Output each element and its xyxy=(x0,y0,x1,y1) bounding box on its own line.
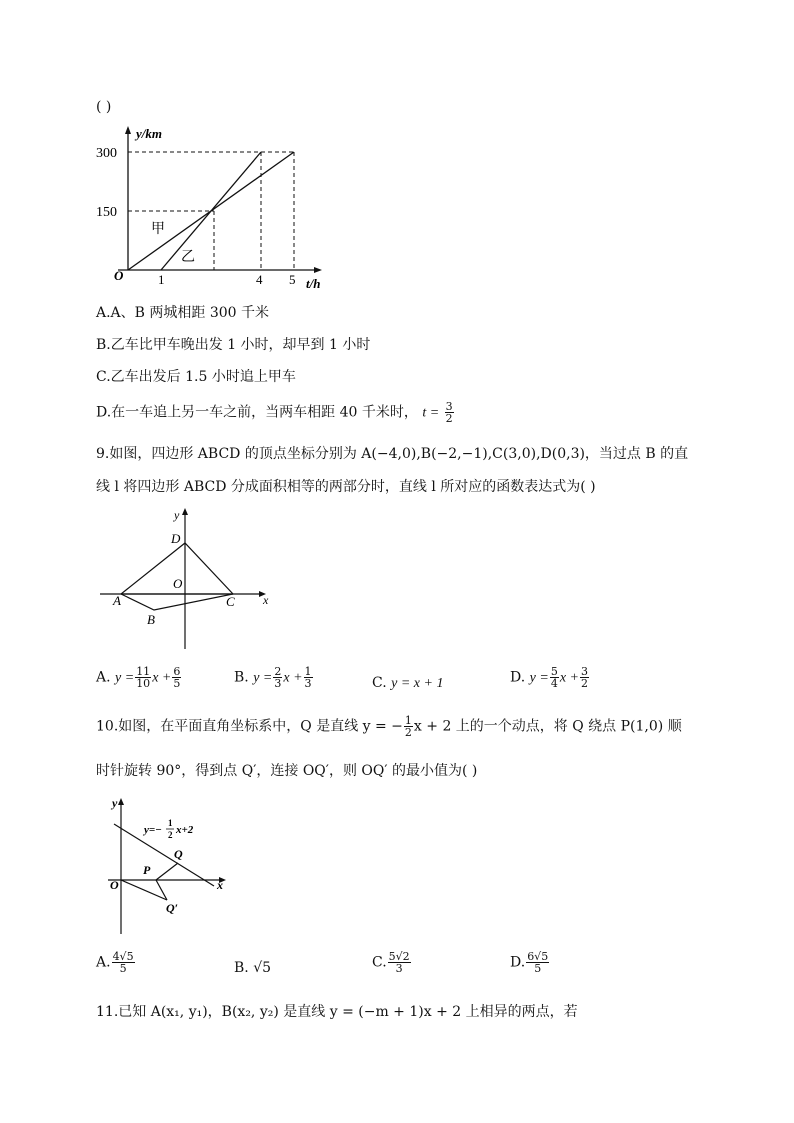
q8-option-b: B.乙车比甲车晚出发 1 小时，却早到 1 小时 xyxy=(96,337,371,353)
q9-stem-line2: 线 l 将四边形 ABCD 分成面积相等的两部分时，直线 l 所对应的函数表达式为( ) xyxy=(96,479,596,495)
q8-option-d xyxy=(96,401,455,424)
q10-eq-part-b: x+2 xyxy=(176,824,194,836)
q8-tick-4: 4 xyxy=(256,272,263,287)
q8-x-axis-label: t/h xyxy=(306,276,321,291)
q10-label-p: P xyxy=(143,863,151,877)
q8-answer-paren: ( ) xyxy=(96,99,112,115)
q9-option-a: A. y = $\frac{11}{10}$ x + $\frac{6}{5}$ xyxy=(96,665,181,690)
q10-segment-oq2 xyxy=(121,880,167,900)
q8-option-c: C.乙车出发后 1.5 小时追上甲车 xyxy=(96,369,296,385)
q8-distance-time-graph xyxy=(96,122,338,298)
q10-label-q: Q xyxy=(174,847,183,861)
q10-option-b: B. √5 xyxy=(234,960,272,976)
q9-quadrilateral-graph xyxy=(96,504,282,652)
q9-stem-line1: 9.如图，四边形 ABCD 的顶点坐标分别为 A(−4,0),B(−2,−1),C(3,0),D(0,3)，当过点 B 的直 xyxy=(96,446,689,462)
q10-label-y: y xyxy=(112,796,118,810)
q10-line-graph xyxy=(114,824,214,886)
q8-tick-1: 1 xyxy=(158,272,165,287)
q9-y-arrow xyxy=(182,508,188,515)
q8-x-arrow xyxy=(314,267,322,273)
q8-label-jia: 甲 xyxy=(151,222,165,237)
q10-eq-num: 1 xyxy=(168,818,173,828)
q10-label-o: O xyxy=(110,878,119,892)
q8-tick-5: 5 xyxy=(289,272,296,287)
q9-label-o: O xyxy=(173,576,183,591)
q9-option-c: C. y = x + 1 xyxy=(372,675,444,691)
q9-label-b: B xyxy=(147,612,155,627)
q10-option-d: D. $\frac{6√5}{5}$ xyxy=(510,950,549,975)
q8-tick-300: 300 xyxy=(96,146,117,161)
q10-eq-den: 2 xyxy=(168,830,173,840)
q10-y-arrow xyxy=(118,798,124,805)
q10-label-q-prime: Q′ xyxy=(166,901,179,915)
q10-stem-line2: 时针旋转 90°，得到点 Q′，连接 OQ′，则 OQ′ 的最小值为( ) xyxy=(96,763,478,779)
q8-option-d-text: D.在一车追上另一车之前，当两车相距 40 千米时， xyxy=(96,404,418,421)
q10-rotation-graph xyxy=(100,792,240,938)
q9-label-d: D xyxy=(171,531,181,546)
q8-option-d-fraction: $\frac{3}{2}$ xyxy=(445,400,453,425)
q9-option-b: B. y = $\frac{2}{3}$ x + $\frac{1}{3}$ xyxy=(234,665,312,690)
q9-option-d: D. y = $\frac{5}{4}$ x + $\frac{3}{2}$ xyxy=(510,665,588,690)
q10-option-c: C. $\frac{5√2}{3}$ xyxy=(372,950,410,975)
q8-label-yi: 乙 xyxy=(181,250,195,265)
q8-option-d-var: t = xyxy=(422,405,440,421)
q9-label-y: y xyxy=(174,508,180,522)
q9-label-x: x xyxy=(263,593,269,607)
q9-label-c: C xyxy=(226,594,235,609)
q8-line-yi xyxy=(161,152,261,270)
q10-eq-part-a: y=− xyxy=(144,824,162,836)
q8-tick-150: 150 xyxy=(96,205,117,220)
q10-option-a: A. $\frac{4√5}{5}$ xyxy=(96,950,134,975)
q10-segment-pq xyxy=(156,863,178,880)
q10-stem-line1: 10.如图，在平面直角坐标系中，Q 是直线 y = − $\frac{1}{2}$ x + 2 上的一个动点，将 Q 绕点 P(1,0) 顺 xyxy=(96,714,682,739)
q8-y-arrow xyxy=(125,126,131,134)
q10-label-x: x xyxy=(217,878,223,892)
q9-label-a: A xyxy=(113,593,121,608)
q8-y-axis-label: y/km xyxy=(136,126,162,141)
q11-stem-line1: 11.已知 A(x₁, y₁)，B(x₂, y₂) 是直线 y = (−m + 1)x + 2 上相异的两点，若 xyxy=(96,1004,578,1020)
q8-option-a: A.A、B 两城相距 300 千米 xyxy=(96,305,270,321)
q8-origin-label: O xyxy=(114,268,124,283)
